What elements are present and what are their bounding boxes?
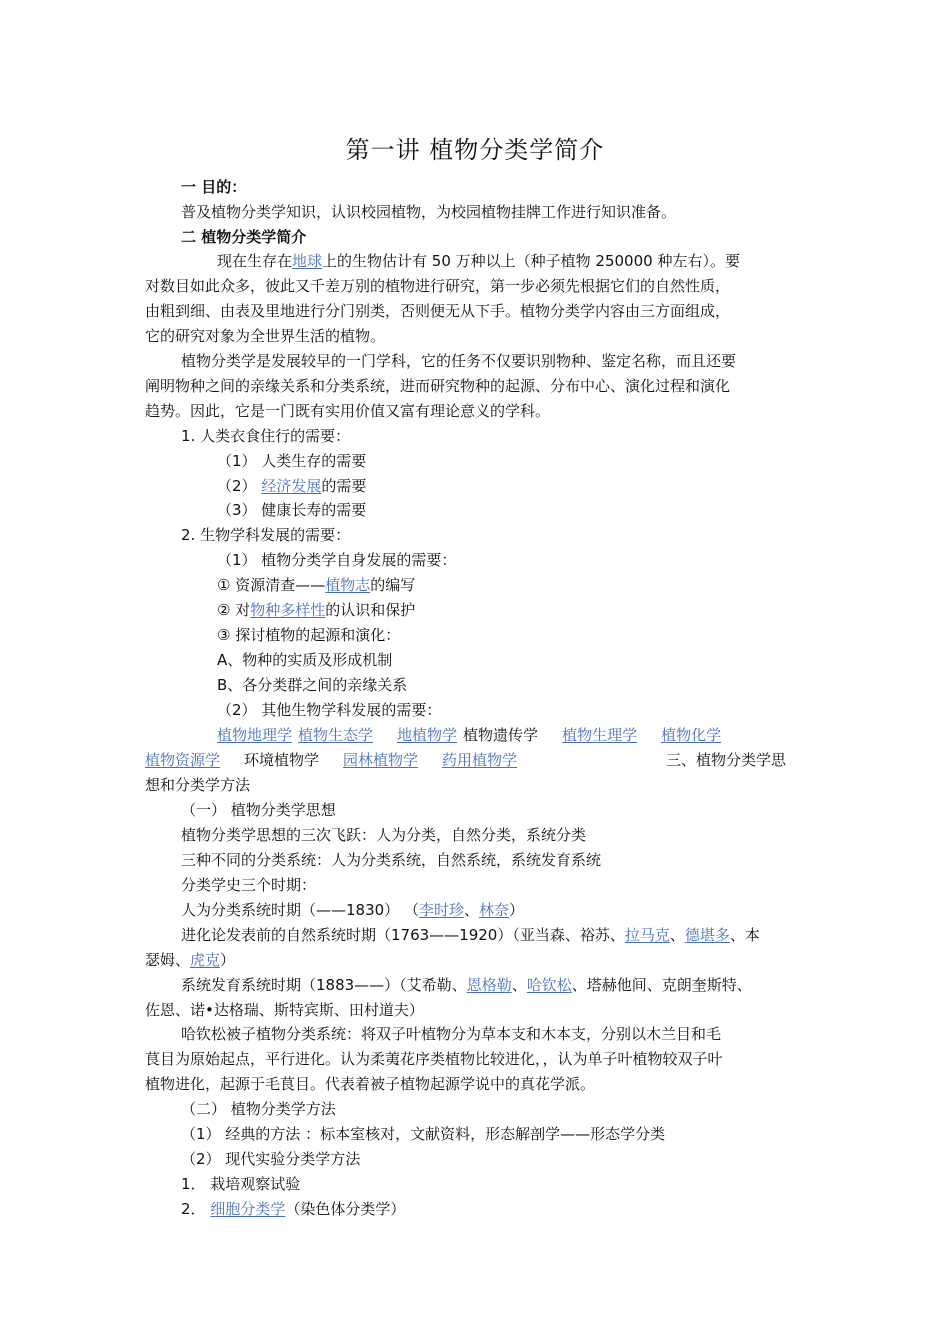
paragraph-line: 它的研究对象为全世界生活的植物。 bbox=[145, 327, 386, 345]
list-item: （1） 经典的方法 ：标本室核对，文献资料，形态解剖学——形态学分类 bbox=[181, 1125, 666, 1143]
link-li-shizhen[interactable]: 李时珍 bbox=[418, 901, 464, 919]
text-run: 现在生存在 bbox=[217, 252, 293, 270]
link-plant-physiology[interactable]: 植物生理学 bbox=[562, 726, 638, 744]
fields-line bbox=[145, 750, 517, 770]
text-run: ） bbox=[220, 951, 236, 969]
text-run: ② 对 bbox=[217, 601, 251, 619]
paragraph-line bbox=[145, 251, 806, 271]
list-item bbox=[181, 1199, 405, 1219]
link-hutchinson[interactable]: 哈钦松 bbox=[526, 976, 572, 994]
list-item: A、物种的实质及形成机制 bbox=[217, 651, 393, 669]
list-item: （3） 健康长寿的需要 bbox=[217, 501, 367, 519]
text-run: 进化论发表前的自然系统时期（1763——1920）（亚当森、裕苏、 bbox=[181, 926, 625, 944]
paragraph-line: 三种不同的分类系统：人为分类系统，自然系统，系统发育系统 bbox=[181, 851, 602, 869]
list-item: ③ 探讨植物的起源和演化： bbox=[217, 626, 401, 644]
text-run: （染色体分类学） bbox=[285, 1200, 406, 1218]
paragraph-line: 植物分类学思想的三次飞跃：人为分类，自然分类，系统分类 bbox=[181, 826, 587, 844]
paragraph-line: 茛目为原始起点，平行进化。认为柔荑花序类植物比较进化，，认为单子叶植物较双子叶 bbox=[145, 1050, 723, 1068]
link-de-candolle[interactable]: 德堪多 bbox=[684, 926, 730, 944]
link-engler[interactable]: 恩格勒 bbox=[466, 976, 512, 994]
text-run: 上的生物估计有 50 万种以上（种子植物 250000 种左右）。要 bbox=[322, 252, 740, 270]
purpose-text: 普及植物分类学知识，认识校园植物，为校园植物挂牌工作进行知识准备。 bbox=[181, 203, 677, 221]
list-item: （1） 植物分类学自身发展的需要： bbox=[217, 551, 457, 569]
paragraph-line: 植物分类学是发展较早的一门学科，它的任务不仅要识别物种、鉴定名称，而且还要 bbox=[181, 352, 737, 370]
period-phylogenetic bbox=[181, 975, 752, 995]
link-economic-development[interactable]: 经济发展 bbox=[261, 477, 322, 495]
list-item: （2） 其他生物学科发展的需要： bbox=[217, 701, 442, 719]
field-plant-genetics: 植物遗传学 bbox=[463, 726, 539, 744]
text-run: 系统发育系统时期（1883——）（艾希勒、 bbox=[181, 976, 467, 994]
section-heading-thought-method-cont: 想和分类学方法 bbox=[145, 776, 251, 794]
text-run: 瑟姆、 bbox=[145, 951, 191, 969]
section-heading-purpose: 一 目的： bbox=[181, 178, 247, 196]
period-natural-cont bbox=[145, 950, 235, 970]
list-item: 1． 栽培观察试验 bbox=[181, 1175, 301, 1193]
period-natural bbox=[181, 925, 760, 945]
list-item bbox=[217, 476, 366, 496]
text-run: 的编写 bbox=[370, 576, 416, 594]
text-run: 、 bbox=[511, 976, 527, 994]
list-item bbox=[217, 600, 415, 620]
paragraph-line: 阐明物种之间的亲缘关系和分类系统，进而研究物种的起源、分布中心、演化过程和演化 bbox=[145, 377, 731, 395]
link-lamarck[interactable]: 拉马克 bbox=[624, 926, 670, 944]
text-run: 、本 bbox=[729, 926, 760, 944]
link-phytochemistry[interactable]: 植物化学 bbox=[661, 726, 722, 744]
list-item: （2） 现代实验分类学方法 bbox=[181, 1150, 361, 1168]
link-plant-ecology[interactable]: 植物生态学 bbox=[298, 726, 374, 744]
link-earth[interactable]: 地球 bbox=[292, 252, 323, 270]
period-phylogenetic-cont: 佐恩、诺•达格瑞、斯特宾斯、田村道夫） bbox=[145, 1001, 424, 1019]
field-environmental-botany: 环境植物学 bbox=[244, 751, 320, 769]
paragraph-line: 由粗到细、由表及里地进行分门别类，否则便无从下手。植物分类学内容由三方面组成， bbox=[145, 302, 731, 320]
fields-line bbox=[217, 725, 721, 745]
list-item bbox=[217, 575, 415, 595]
text-run: 、塔赫他间、克朗奎斯特、 bbox=[571, 976, 752, 994]
text-run: 、 bbox=[463, 901, 479, 919]
text-run: ① 资源清查—— bbox=[217, 576, 326, 594]
text-run: （2） bbox=[217, 477, 262, 495]
text-run: 2． bbox=[181, 1200, 211, 1218]
list-heading-human-needs: 1. 人类衣食住行的需要： bbox=[181, 427, 351, 445]
link-plant-geography[interactable]: 植物地理学 bbox=[217, 726, 293, 744]
paragraph-line: 分类学史三个时期： bbox=[181, 876, 317, 894]
link-biodiversity[interactable]: 物种多样性 bbox=[250, 601, 326, 619]
page-title: 第一讲 植物分类学简介 bbox=[345, 136, 605, 164]
list-heading-biology-needs: 2. 生物学科发展的需要： bbox=[181, 526, 351, 544]
subsection-heading: （二） 植物分类学方法 bbox=[181, 1100, 336, 1118]
link-cytotaxonomy[interactable]: 细胞分类学 bbox=[210, 1200, 286, 1218]
paragraph-line: 趋势。因此，它是一门既有实用价值又富有理论意义的学科。 bbox=[145, 402, 551, 420]
paragraph-line: 哈钦松被子植物分类系统：将双子叶植物分为草本支和木本支，分别以木兰目和毛 bbox=[181, 1025, 722, 1043]
paragraph-line: 植物进化，起源于毛茛目。代表着被子植物起源学说中的真花学派。 bbox=[145, 1075, 596, 1093]
link-medicinal-botany[interactable]: 药用植物学 bbox=[442, 751, 518, 769]
period-artificial bbox=[181, 900, 524, 920]
text-run: 、 bbox=[669, 926, 685, 944]
link-landscape-botany[interactable]: 园林植物学 bbox=[343, 751, 419, 769]
list-item: （1） 人类生存的需要 bbox=[217, 452, 367, 470]
subsection-heading: （一） 植物分类学思想 bbox=[181, 801, 336, 819]
section-heading-thought-method: 三、植物分类学思 bbox=[666, 751, 787, 769]
text-run: 的认识和保护 bbox=[325, 601, 416, 619]
link-flora[interactable]: 植物志 bbox=[325, 576, 371, 594]
link-hooker[interactable]: 虎克 bbox=[190, 951, 221, 969]
list-item: B、各分类群之间的亲缘关系 bbox=[217, 676, 408, 694]
text-run: 的需要 bbox=[321, 477, 367, 495]
link-plant-resources[interactable]: 植物资源学 bbox=[145, 751, 221, 769]
text-run: 人为分类系统时期（——1830） （ bbox=[181, 901, 419, 919]
link-geobotany[interactable]: 地植物学 bbox=[397, 726, 458, 744]
link-linnaeus[interactable]: 林奈 bbox=[478, 901, 509, 919]
text-run: ） bbox=[509, 901, 525, 919]
text-run bbox=[145, 251, 740, 271]
paragraph-line: 对数目如此众多，彼此又千差万别的植物进行研究，第一步必须先根据它们的自然性质， bbox=[145, 277, 731, 295]
section-heading-intro: 二 植物分类学简介 bbox=[181, 228, 307, 246]
